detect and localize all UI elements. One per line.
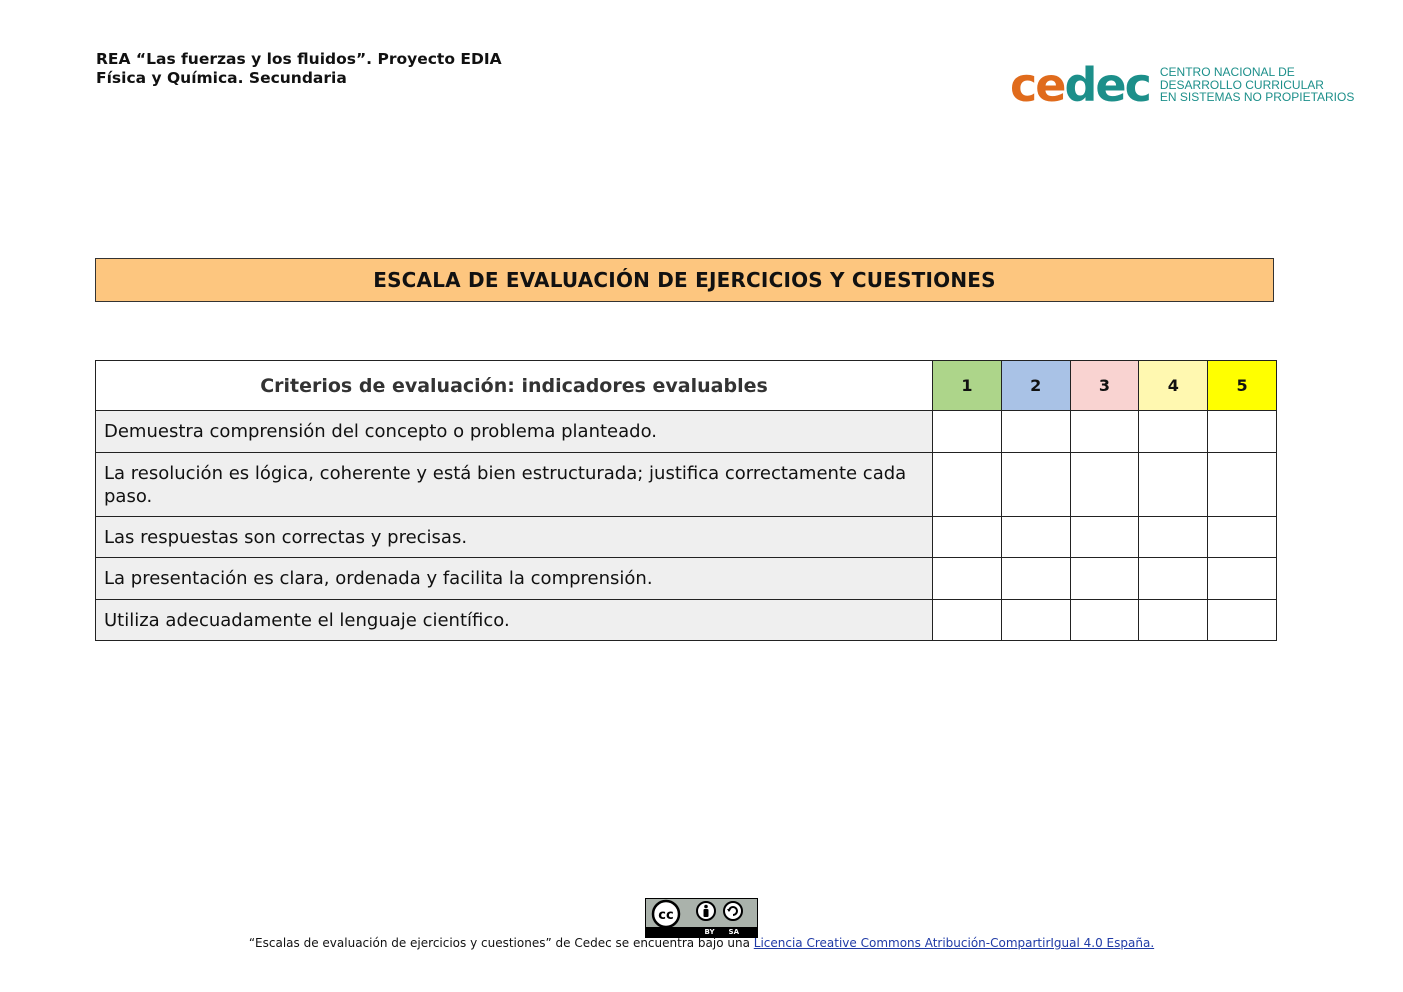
score-cell[interactable] <box>1070 453 1139 517</box>
score-cell[interactable] <box>1070 411 1139 453</box>
criteria-header: Criterios de evaluación: indicadores evaluables <box>96 361 933 411</box>
score-cell[interactable] <box>1139 517 1208 558</box>
score-cell[interactable] <box>1139 453 1208 517</box>
table-row <box>96 517 1277 558</box>
score-cell[interactable] <box>1139 600 1208 641</box>
score-header-2: 2 <box>1001 361 1070 411</box>
score-cell[interactable] <box>933 411 1002 453</box>
table-row <box>96 411 1277 453</box>
score-cell[interactable] <box>1001 453 1070 517</box>
score-header-3: 3 <box>1070 361 1139 411</box>
scale-title-banner: ESCALA DE EVALUACIÓN DE EJERCICIOS Y CUESTIONES <box>95 258 1274 302</box>
logo-word-part1: ce <box>1010 58 1065 112</box>
license-link[interactable]: Licencia Creative Commons Atribución-CompartirIgual 4.0 España. <box>753 936 1155 950</box>
cc-license-badge[interactable] <box>645 898 758 938</box>
cedec-logo <box>1010 58 1355 112</box>
score-cell[interactable] <box>933 558 1002 600</box>
logo-wordmark <box>1010 58 1150 112</box>
score-cell[interactable] <box>1139 558 1208 600</box>
logo-sub-line1: CENTRO NACIONAL DE <box>1159 65 1295 80</box>
score-cell[interactable] <box>933 517 1002 558</box>
evaluation-table <box>95 360 1277 641</box>
criterion-text: Utiliza adecuadamente el lenguaje científico. <box>96 600 933 641</box>
license-text: “Escalas de evaluación de ejercicios y cuestiones” de Cedec se encuentra bajo una <box>248 936 754 950</box>
score-cell[interactable] <box>1208 558 1277 600</box>
score-cell[interactable] <box>933 453 1002 517</box>
score-cell[interactable] <box>1208 517 1277 558</box>
sa-share-icon <box>724 902 742 920</box>
table-row <box>96 558 1277 600</box>
criterion-text: La presentación es clara, ordenada y facilita la comprensión. <box>96 558 933 600</box>
logo-sub-line3: EN SISTEMAS NO PROPIETARIOS <box>1159 90 1355 105</box>
score-cell[interactable] <box>1070 558 1139 600</box>
logo-sub-line2: DESARROLLO CURRICULAR <box>1159 77 1324 92</box>
cc-by-label: BY <box>704 928 715 936</box>
cc-badge-icons <box>646 899 757 927</box>
score-cell[interactable] <box>1139 411 1208 453</box>
cc-sa-label: SA <box>728 928 739 936</box>
score-cell[interactable] <box>933 600 1002 641</box>
criterion-text: Las respuestas son correctas y precisas. <box>96 517 933 558</box>
cc-icon <box>653 901 679 927</box>
criterion-text: Demuestra comprensión del concepto o problema planteado. <box>96 411 933 453</box>
license-footer <box>0 936 1403 950</box>
score-cell[interactable] <box>1208 411 1277 453</box>
score-cell[interactable] <box>1208 453 1277 517</box>
table-row <box>96 600 1277 641</box>
cc-icon-text: cc <box>658 908 674 923</box>
score-header-5: 5 <box>1208 361 1277 411</box>
score-cell[interactable] <box>1208 600 1277 641</box>
table-header-row <box>96 361 1277 411</box>
criterion-text: La resolución es lógica, coherente y está bien estructurada; justifica correctamente cada paso. <box>96 453 933 517</box>
score-cell[interactable] <box>1070 517 1139 558</box>
header-title: REA “Las fuerzas y los fluidos”. Proyecto EDIA <box>96 50 502 68</box>
header-subtitle: Física y Química. Secundaria <box>96 69 347 87</box>
score-cell[interactable] <box>1001 558 1070 600</box>
logo-subtitle <box>1160 66 1354 104</box>
by-person-icon <box>697 902 715 920</box>
score-cell[interactable] <box>1070 600 1139 641</box>
logo-word-part2: dec <box>1064 58 1150 112</box>
score-cell[interactable] <box>1001 517 1070 558</box>
score-header-1: 1 <box>933 361 1002 411</box>
score-cell[interactable] <box>1001 600 1070 641</box>
document-header <box>96 50 502 88</box>
score-cell[interactable] <box>1001 411 1070 453</box>
table-row <box>96 453 1277 517</box>
score-header-4: 4 <box>1139 361 1208 411</box>
